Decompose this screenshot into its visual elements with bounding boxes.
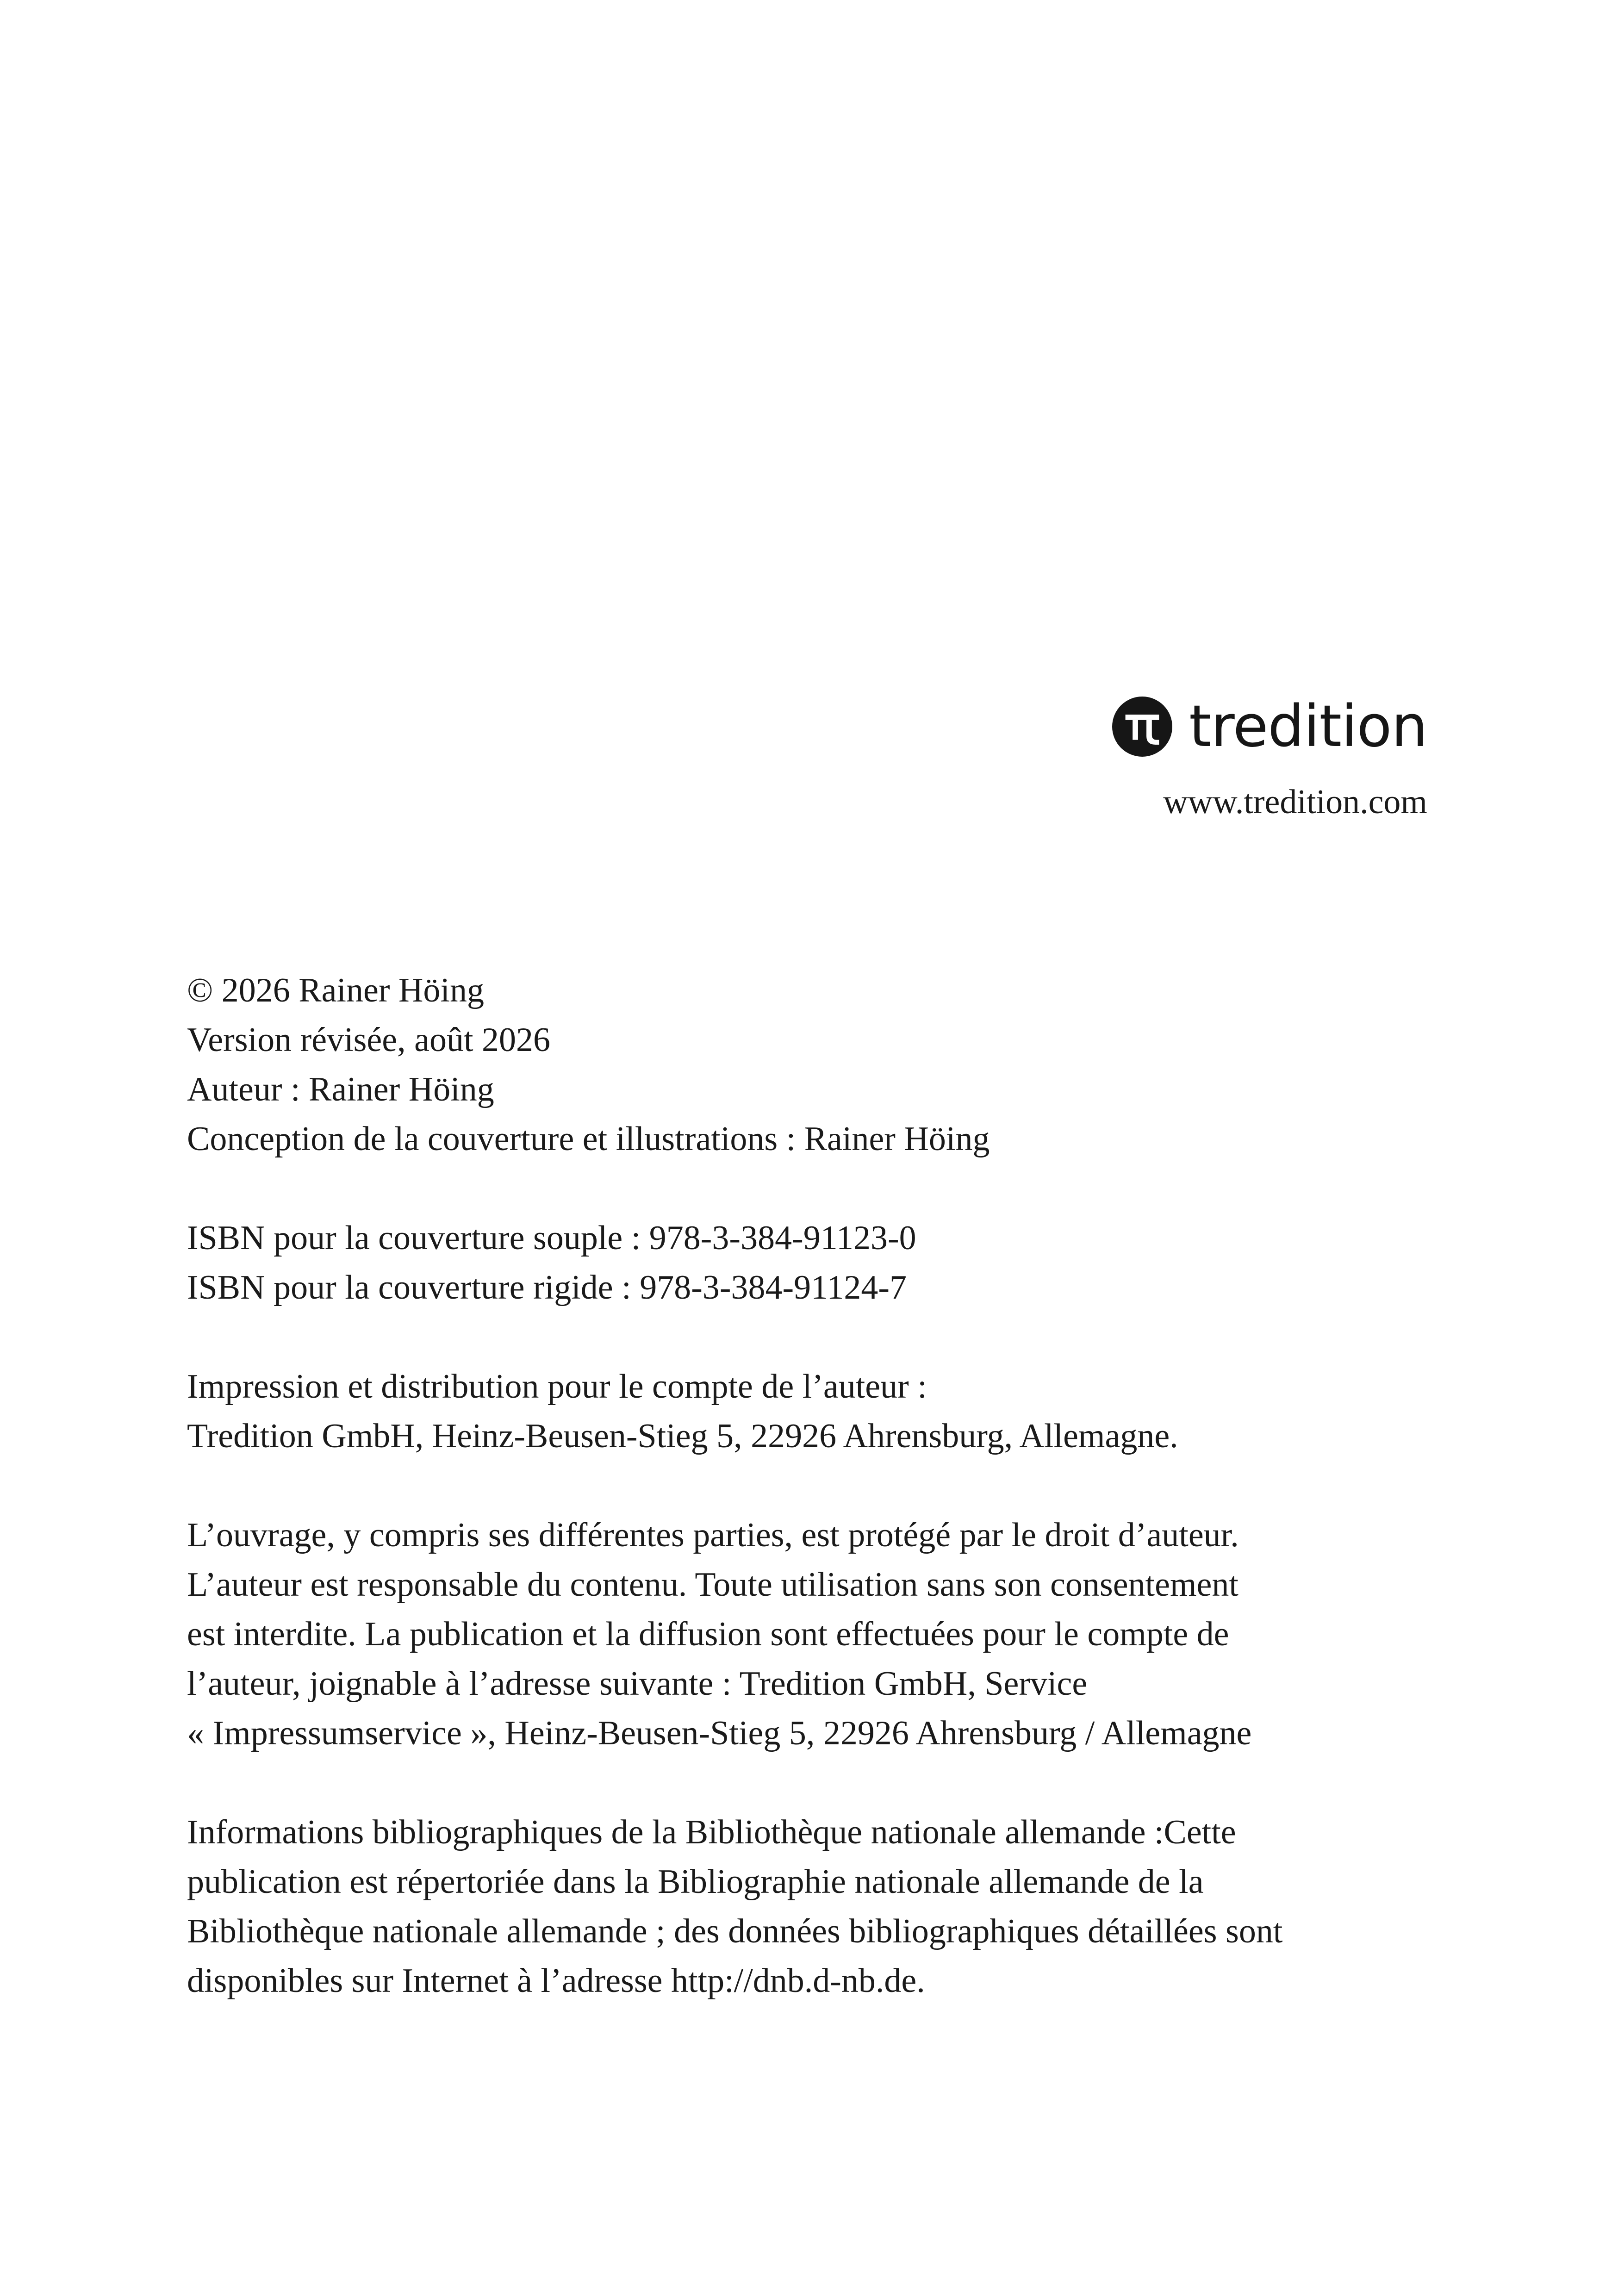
publisher-name: tredition: [1189, 693, 1427, 760]
cover-design-line: Conception de la couverture et illustrations : Rainer Höing: [187, 1120, 990, 1158]
publisher-url[interactable]: www.tredition.com: [1163, 783, 1427, 821]
rights-line: « Impressumservice », Heinz-Beusen-Stieg 5, 22926 Ahrensburg / Allemagne: [187, 1714, 1252, 1752]
author-line: Auteur : Rainer Höing: [187, 1070, 494, 1108]
publisher-block: [1112, 694, 1427, 819]
printing-line: Impression et distribution pour le compte de l’auteur :: [187, 1368, 927, 1406]
tredition-logo-icon: [1112, 697, 1172, 757]
rights-line: L’auteur est responsable du contenu. Toute utilisation sans son consentement: [187, 1566, 1238, 1604]
copyright-line: © 2026 Rainer Höing: [187, 971, 484, 1009]
bibliography-line: Bibliothèque nationale allemande ; des données bibliographiques détaillées sont: [187, 1912, 1283, 1950]
version-line: Version révisée, août 2026: [187, 1021, 551, 1059]
rights-line: est interdite. La publication et la diffusion sont effectuées pour le compte de: [187, 1615, 1229, 1653]
bibliography-line: publication est répertoriée dans la Bibliographie nationale allemande de la: [187, 1863, 1204, 1901]
printing-block: [187, 1362, 1446, 1461]
bibliography-line: Informations bibliographiques de la Bibliothèque nationale allemande :Cette: [187, 1813, 1236, 1851]
rights-block: [187, 1511, 1446, 1758]
printing-address-line: Tredition GmbH, Heinz-Beusen-Stieg 5, 22926 Ahrensburg, Allemagne.: [187, 1417, 1178, 1455]
publisher-logo: [1112, 694, 1427, 759]
credits-block: [187, 966, 1446, 1164]
bibliography-line: disponibles sur Internet à l’adresse http://dnb.d-nb.de.: [187, 1962, 925, 2000]
isbn-block: [187, 1213, 1446, 1313]
isbn-softcover-line: ISBN pour la couverture souple : 978-3-384-91123-0: [187, 1219, 916, 1257]
imprint-text: [187, 966, 1446, 2006]
isbn-hardcover-line: ISBN pour la couverture rigide : 978-3-384-91124-7: [187, 1269, 907, 1307]
rights-line: L’ouvrage, y compris ses différentes parties, est protégé par le droit d’auteur.: [187, 1516, 1239, 1554]
rights-line: l’auteur, joignable à l’adresse suivante : Tredition GmbH, Service: [187, 1665, 1088, 1703]
bibliography-block: [187, 1808, 1446, 2006]
